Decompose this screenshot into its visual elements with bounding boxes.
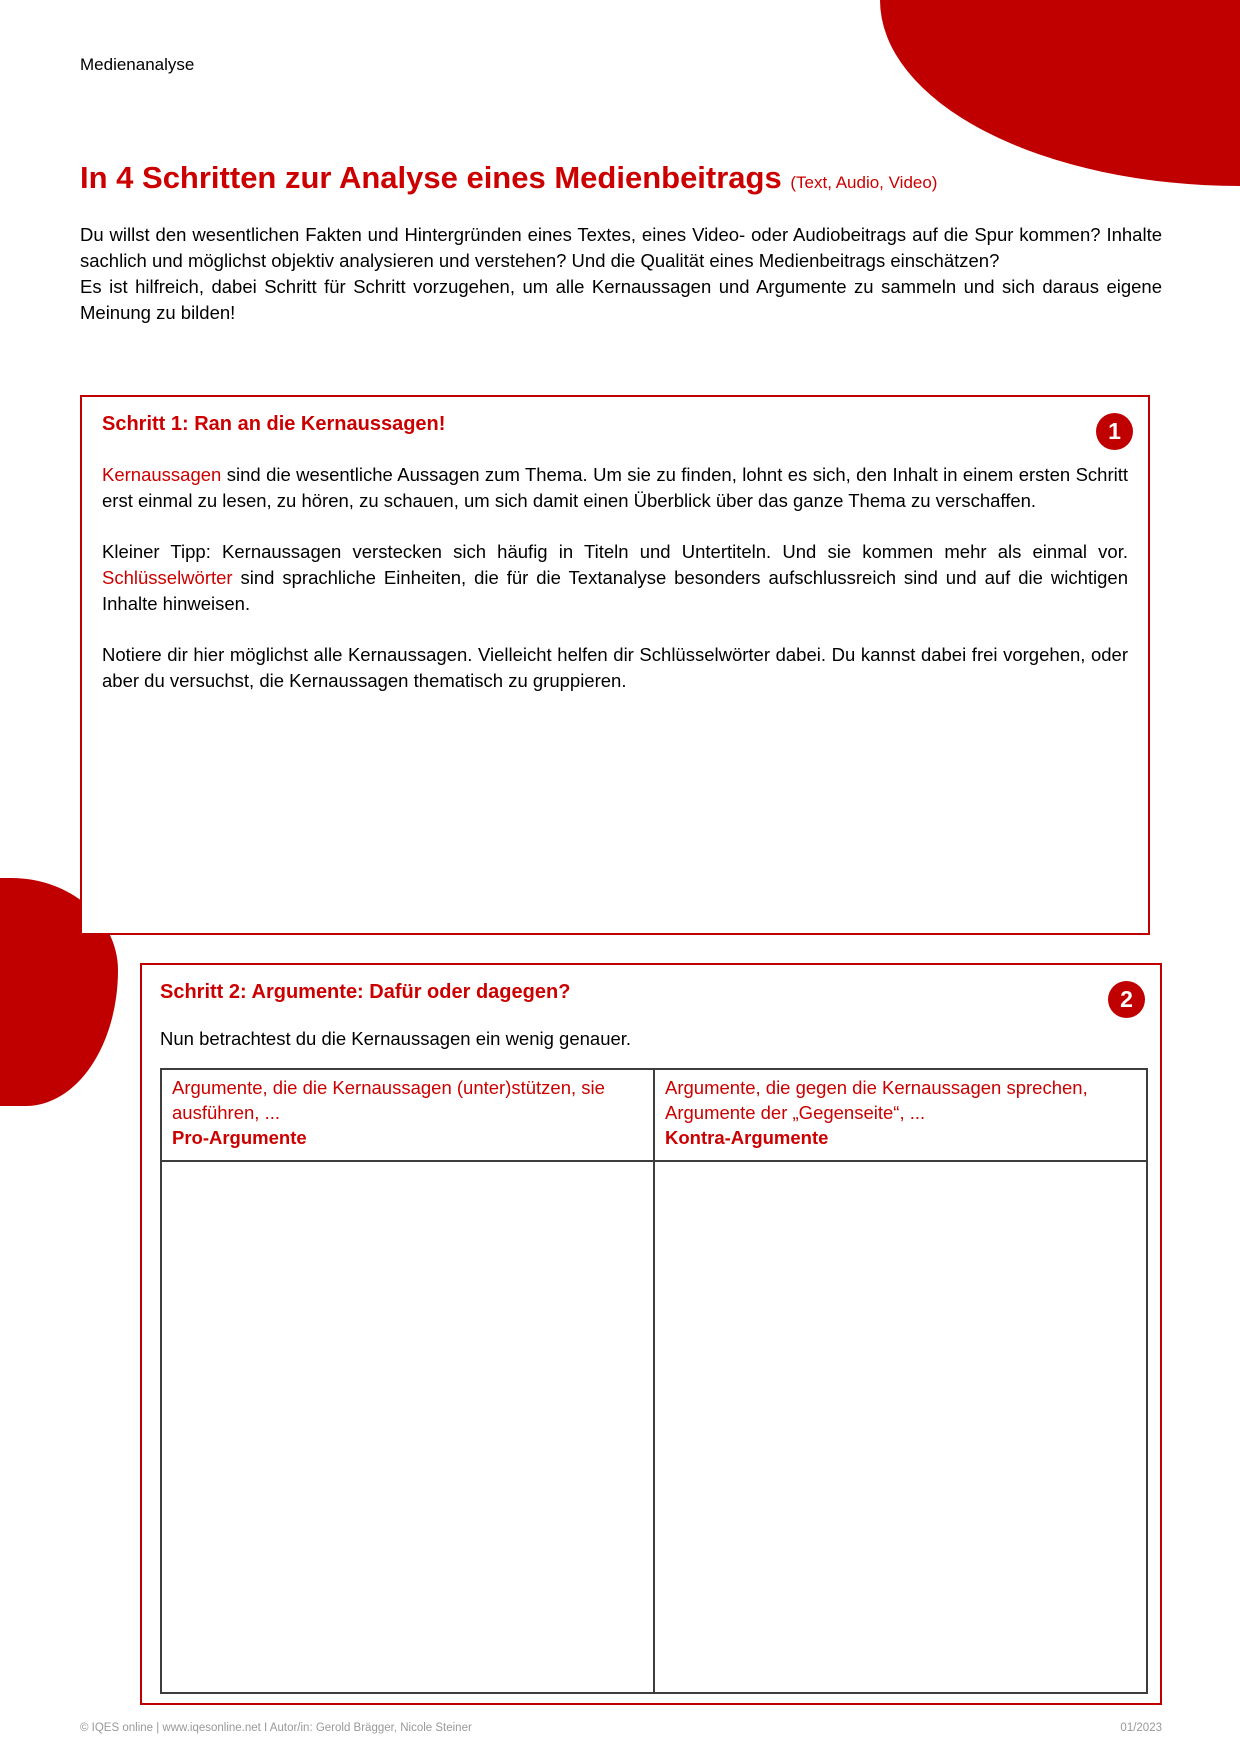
step1-heading: Schritt 1: Ran an die Kernaussagen! [102,413,446,435]
intro-paragraph-2: Es ist hilfreich, dabei Schritt für Schritt vorzugehen, um alle Kernaussagen und Argumente zu sammeln und sich daraus eigene Meinung zu bilden! [80,276,1162,323]
kontra-arguments-cell[interactable] [654,1161,1147,1693]
step1-paragraph-1 [102,462,1128,514]
pro-arguments-header-bold: Pro-Argumente [172,1127,307,1148]
arguments-table-body-row [161,1161,1147,1693]
step1-box [80,395,1150,935]
step2-box [140,963,1162,1705]
page-title-main: In 4 Schritten zur Analyse eines Medienbeitrags [80,160,782,195]
kontra-arguments-header-text: Argumente, die gegen die Kernaussagen sprechen, Argumente der „Gegenseite“, ... [665,1077,1088,1123]
step1-writing-area[interactable] [102,719,1128,899]
step2-intro-text: Nun betrachtest du die Kernaussagen ein wenig genauer. [160,1028,632,1049]
step1-number-badge: 1 [1096,413,1133,450]
keyword-schluesselwoerter: Schlüsselwörter [102,567,233,588]
page-title-suffix: (Text, Audio, Video) [790,173,938,192]
step1-paragraph-2-text-a: Kleiner Tipp: Kernaussagen verstecken sich häufig in Titeln und Untertiteln. Und sie kommen mehr als einmal vor. [102,541,1128,562]
keyword-kernaussagen: Kernaussagen [102,464,222,485]
document-category-label: Medienanalyse [80,55,195,74]
step1-paragraph-3: Notiere dir hier möglichst alle Kernaussagen. Vielleicht helfen dir Schlüsselwörter dabei. Du kannst dabei frei vorgehen, oder aber du versuchst, die Kernaussagen thematisch zu gruppieren. [102,644,1128,691]
intro-text [80,222,1162,326]
footer-copyright: © IQES online | www.iqesonline.net I Autor/in: Gerold Brägger, Nicole Steiner [80,1722,472,1734]
step2-heading: Schritt 2: Argumente: Dafür oder dagegen? [160,981,571,1003]
decorative-blob-top-right [880,0,1240,186]
pro-arguments-header [161,1069,654,1161]
step1-paragraph-2-text-b: sind sprachliche Einheiten, die für die Textanalyse besonders aufschlussreich sind und auf die wichtigen Inhalte hinweisen. [102,567,1128,614]
page-title [80,160,1080,196]
page-footer [80,1722,1162,1734]
arguments-table-header-row [161,1069,1147,1161]
intro-paragraph-1: Du willst den wesentlichen Fakten und Hintergründen eines Textes, eines Video- oder Audiobeitrags auf die Spur kommen? Inhalte sachlich und möglichst objektiv analysieren und verstehen? Und die Qualität eines Medienbeitrags einschätzen? [80,224,1162,271]
pro-arguments-cell[interactable] [161,1161,654,1693]
step2-number-badge: 2 [1108,981,1145,1018]
step1-paragraph-2 [102,539,1128,617]
pro-arguments-header-text: Argumente, die die Kernaussagen (unter)stützen, sie ausführen, ... [172,1077,605,1123]
kontra-arguments-header-bold: Kontra-Argumente [665,1127,829,1148]
step1-paragraph-1-text: sind die wesentliche Aussagen zum Thema. Um sie zu finden, lohnt es sich, den Inhalt in einem ersten Schritt erst einmal zu lesen, zu hören, zu schauen, um sich damit einen Überblick über das ganze Thema zu verschaffen. [102,464,1128,511]
arguments-table [160,1068,1148,1694]
footer-date: 01/2023 [1120,1722,1162,1734]
kontra-arguments-header [654,1069,1147,1161]
